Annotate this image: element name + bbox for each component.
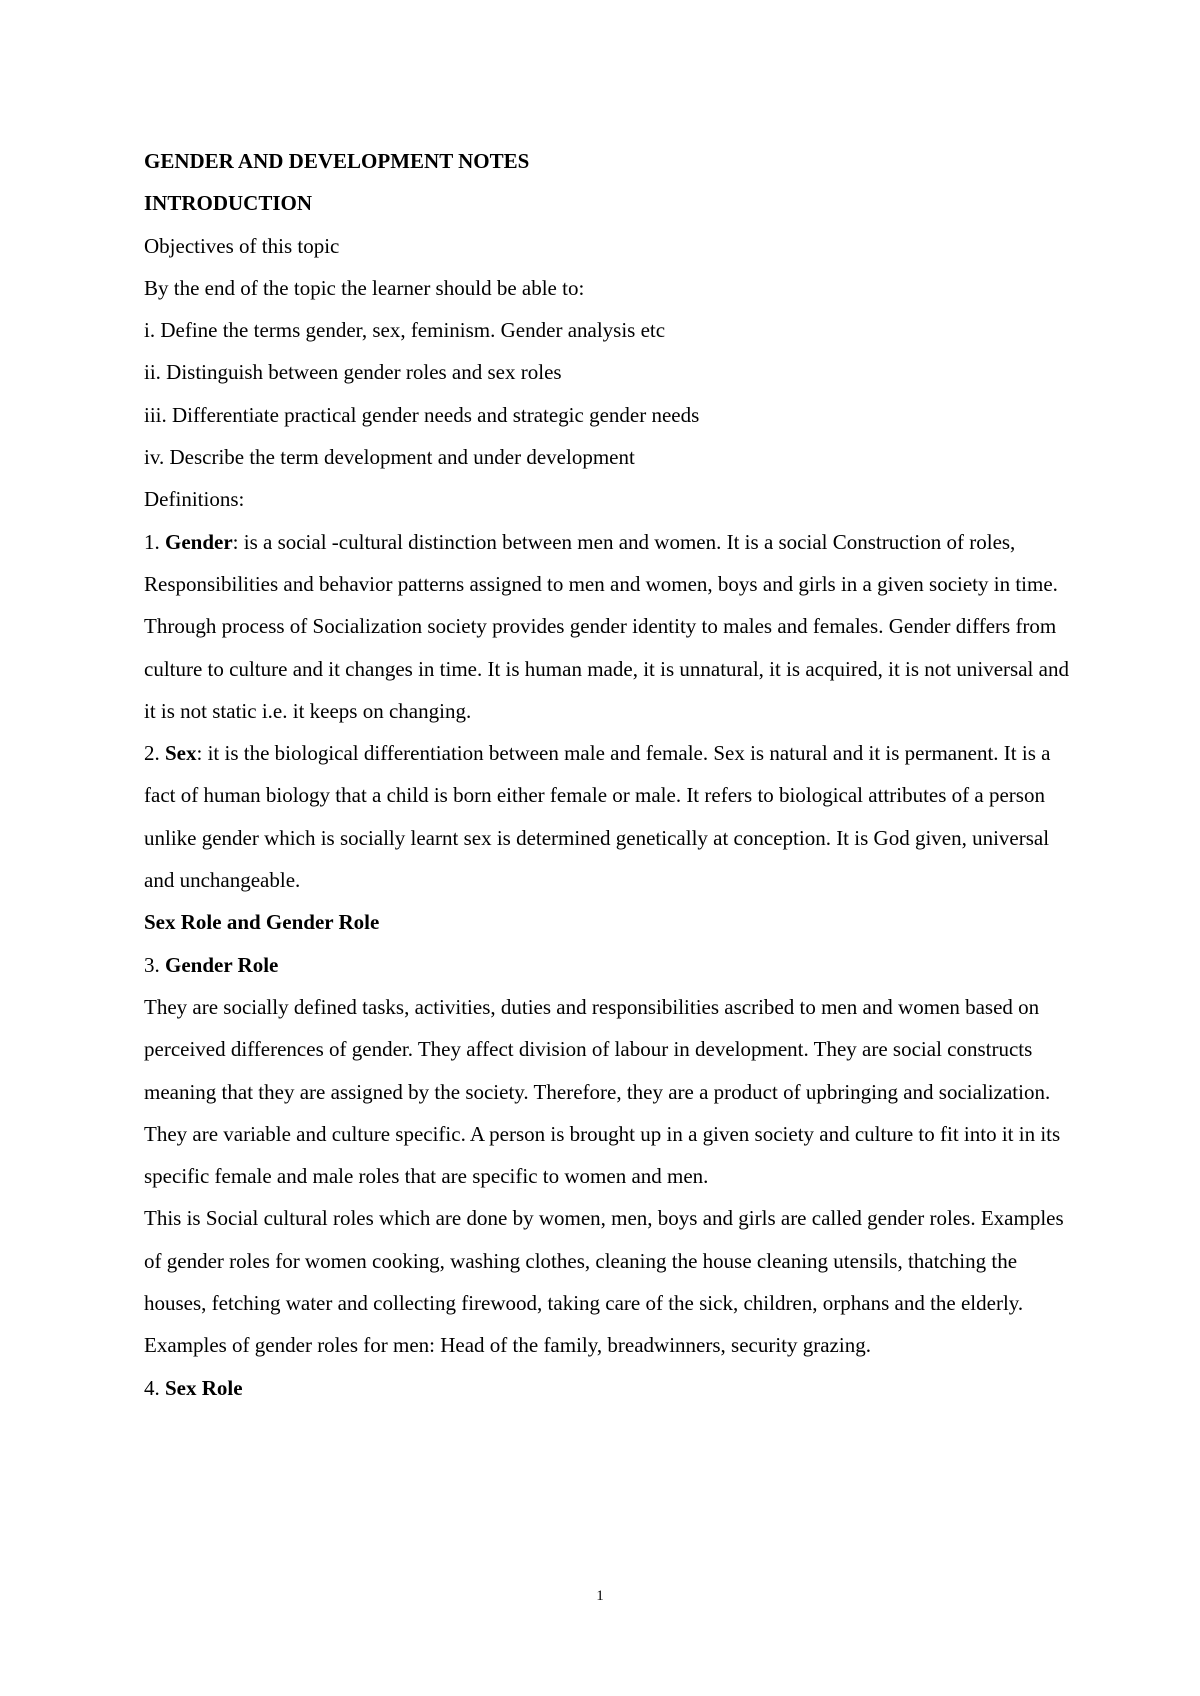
gender-role-number: 3. (144, 952, 165, 977)
objective-item: ii. Distinguish between gender roles and sex roles (144, 360, 562, 385)
document-body (144, 140, 1074, 1409)
objective-item: iii. Differentiate practical gender needs and strategic gender needs (144, 402, 700, 427)
definition-number: 1. (144, 529, 165, 554)
sex-role-term: Sex Role (165, 1375, 243, 1400)
objectives-list (144, 309, 1074, 478)
page-number: 1 (596, 1588, 604, 1604)
definition-text: : it is the biological differentiation between male and female. Sex is natural and it is permanent. It is a fact of human biology that a child is born either female or male. It refers to biological attributes of a person unlike gender which is socially learnt sex is determined genetically at conception. It is God given, universal and unchangeable. (144, 741, 1051, 893)
definition-term: Sex (165, 741, 197, 766)
roles-heading: Sex Role and Gender Role (144, 910, 380, 935)
objectives-heading: Objectives of this topic (144, 233, 340, 258)
gender-role-paragraph-2: This is Social cultural roles which are done by women, men, boys and girls are called gender roles. Examples of gender roles for women cooking, washing clothes, cleaning the house cleaning utensils, thatching the houses, fetching water and collecting firewood, taking care of the sick, children, orphans and the elderly. Examples of gender roles for men: Head of the family, breadwinners, security grazing. (144, 1206, 1064, 1358)
section-heading-introduction: INTRODUCTION (144, 191, 313, 216)
definitions-heading: Definitions: (144, 487, 245, 512)
definition-text: : is a social -cultural distinction between men and women. It is a social Construction of roles, Responsibilities and behavior patterns assigned to men and women, boys and girls in a given society in time. Through process of Socialization society provides gender identity to males and females. Gender differs from culture to culture and it changes in time. It is human made, it is unnatural, it is acquired, it is not universal and it is not static i.e. it keeps on changing. (144, 529, 1069, 723)
sex-role-heading (144, 1367, 1074, 1409)
objective-item: iv. Describe the term development and under development (144, 445, 635, 470)
gender-role-term: Gender Role (165, 952, 279, 977)
gender-role-heading (144, 944, 1074, 986)
objectives-intro: By the end of the topic the learner should be able to: (144, 275, 585, 300)
definition-gender (144, 521, 1074, 732)
document-title: GENDER AND DEVELOPMENT NOTES (144, 149, 530, 173)
objective-item: i. Define the terms gender, sex, feminism. Gender analysis etc (144, 318, 666, 343)
gender-role-paragraph-1: They are socially defined tasks, activities, duties and responsibilities ascribed to men and women based on perceived differences of gender. They affect division of labour in development. They are social constructs meaning that they are assigned by the society. Therefore, they are a product of upbringing and socialization. They are variable and culture specific. A person is brought up in a given society and culture to fit into it in its specific female and male roles that are specific to women and men. (144, 994, 1061, 1189)
sex-role-number: 4. (144, 1375, 165, 1400)
definition-sex (144, 732, 1074, 901)
definition-term: Gender (165, 529, 233, 554)
definition-number: 2. (144, 741, 165, 766)
